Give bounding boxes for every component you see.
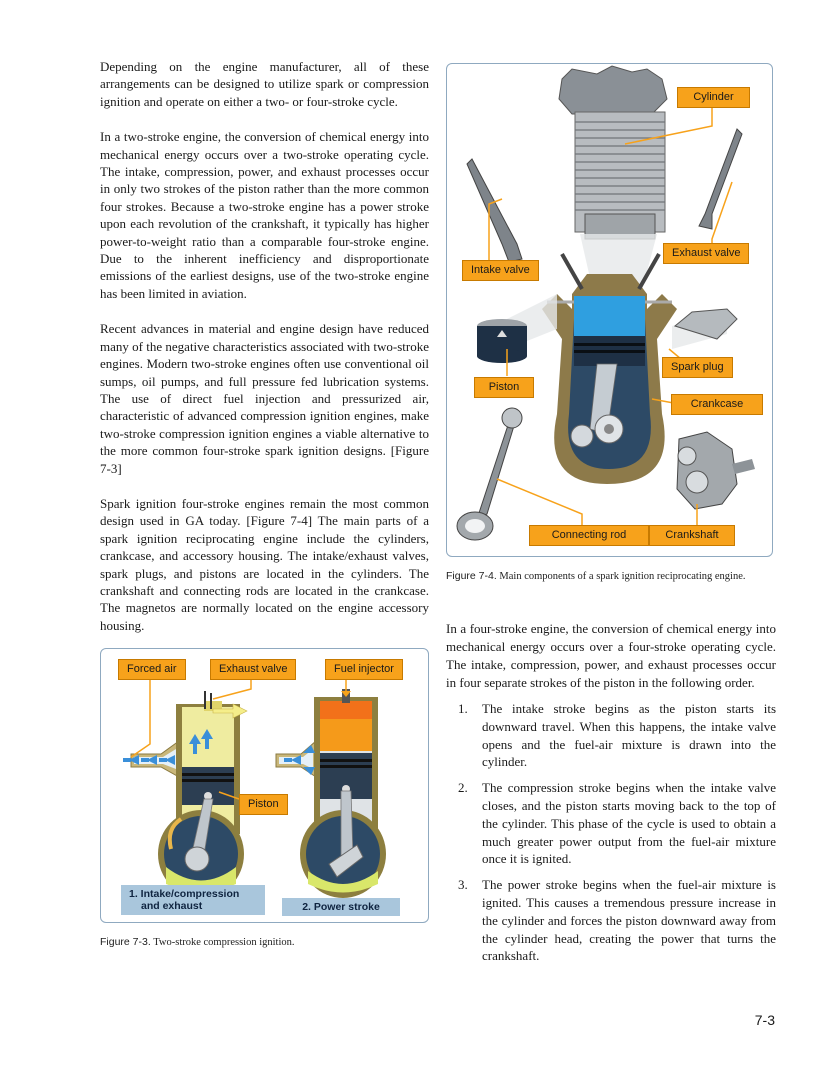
crankshaft-illustration: [677, 432, 755, 509]
spark-plug-illustration: [672, 309, 737, 349]
stage-label-intake: [121, 885, 265, 915]
list-item-number: 1.: [458, 701, 468, 716]
stage-label-intake-line2: and exhaust: [141, 900, 203, 912]
stage-label-power: 2. Power stroke: [282, 898, 400, 916]
callout-forced-air: Forced air: [118, 659, 186, 680]
list-item: [446, 779, 776, 868]
two-stroke-diagram: [101, 649, 428, 922]
list-item-number: 2.: [458, 780, 468, 796]
paragraph: Depending on the engine manufacturer, all of these arrangements can be designed to utilize spark or compression ignition and operate on either a two- or four-stroke cycle.: [100, 59, 429, 109]
callout-spark-plug: Spark plug: [662, 357, 733, 378]
callout-piston: Piston: [474, 377, 534, 398]
callout-crankcase: Crankcase: [671, 394, 763, 415]
callout-exhaust-valve: Exhaust valve: [663, 243, 749, 264]
figure-7-4: [446, 63, 773, 557]
stage-label-intake-line1: 1. Intake/compression: [129, 888, 240, 900]
paragraph: Recent advances in material and engine design have reduced many of the negative characteristics associated with two-stroke engines. Modern two-stroke engines often use conventional oil sumps, oil pumps, and full pressure fed lubrication systems. The use of direct fuel injection and pressurized air, characteristic of advanced compression ignition engines, make two-stroke compression ignition engines a viable alternative to the more common four-stroke spark ignition designs. [Figure 7-3]: [100, 321, 429, 476]
callout-piston: Piston: [239, 794, 288, 815]
callout-exhaust-valve: Exhaust valve: [210, 659, 296, 680]
caption-label: Figure 7-4.: [446, 570, 497, 582]
callout-crankshaft: Crankshaft: [649, 525, 735, 546]
caption-text: Two-stroke compression ignition.: [150, 937, 295, 948]
engine-power-illustration: [276, 689, 386, 898]
left-column: [100, 58, 429, 652]
engine-cutaway-illustration: [542, 254, 677, 484]
list-item-text: The intake stroke begins as the piston starts its downward travel. When this happens, the intake valve opens and the fuel-air mixture is drawn into the cylinder.: [482, 701, 776, 770]
callout-intake-valve: Intake valve: [462, 260, 539, 281]
figure-7-4-caption: [446, 568, 776, 585]
figure-7-3-caption: [100, 934, 429, 951]
callout-fuel-injector: Fuel injector: [325, 659, 403, 680]
paragraph: Spark ignition four-stroke engines remain the most common design used in GA today. [Figure 7-4] The main parts of a spark ignition reciprocating engine include the cylinders, crankcase, and accessory housing. The intake/exhaust valves, spark plugs, and pistons are located in the cylinders. The crankshaft and connecting rods are located in the crankcase. The magnetos are normally located on the engine accessory housing.: [100, 495, 429, 633]
list-item-text: The compression stroke begins when the intake valve closes, and the piston starts moving back to the top of the cylinder. This phase of the cycle is used to obtain a much greater power output from the fuel-air mixture once it is ignited.: [482, 780, 776, 867]
figure-7-3: [100, 648, 429, 923]
cylinder-illustration: [559, 66, 667, 239]
list-item-number: 3.: [458, 877, 468, 893]
stroke-steps-list: [446, 700, 776, 965]
callout-connecting-rod: Connecting rod: [529, 525, 649, 546]
paragraph: In a four-stroke engine, the conversion of chemical energy into mechanical energy occurs over a four-stroke operating cycle. The intake, compression, power, and exhaust processes occur in four separate strokes of the piston in the following order.: [446, 621, 776, 690]
caption-text: Main components of a spark ignition reciprocating engine.: [496, 571, 746, 582]
callout-cylinder: Cylinder: [677, 87, 750, 108]
connecting-rod-illustration: [457, 408, 522, 540]
caption-label: Figure 7-3.: [100, 936, 151, 948]
engine-components-diagram: [447, 64, 772, 556]
piston-illustration: [477, 294, 557, 363]
right-column: [446, 620, 776, 973]
list-item: [446, 876, 776, 965]
list-item: [446, 700, 776, 771]
list-item-text: The power stroke begins when the fuel-air mixture is ignited. This causes a tremendous pressure increase in the cylinder and forces the piston downward away from the cylinder head, creating the power that turns the crankshaft.: [482, 877, 776, 964]
paragraph: In a two-stroke engine, the conversion of chemical energy into mechanical energy occurs over a two-stroke operating cycle. The intake, compression, power, and exhaust processes occur in only two strokes of the piston rather than the more common four strokes. Because a two-stroke engine has a power stroke upon each revolution of the crankshaft, it typically has higher power-to-weight ratio than a comparable four-stroke engine. Due to the inherent inefficiency and disproportionate emissions of the earliest designs, use of the two-stroke engine has been limited in aviation.: [100, 129, 429, 301]
page-number: 7-3: [754, 1012, 775, 1028]
